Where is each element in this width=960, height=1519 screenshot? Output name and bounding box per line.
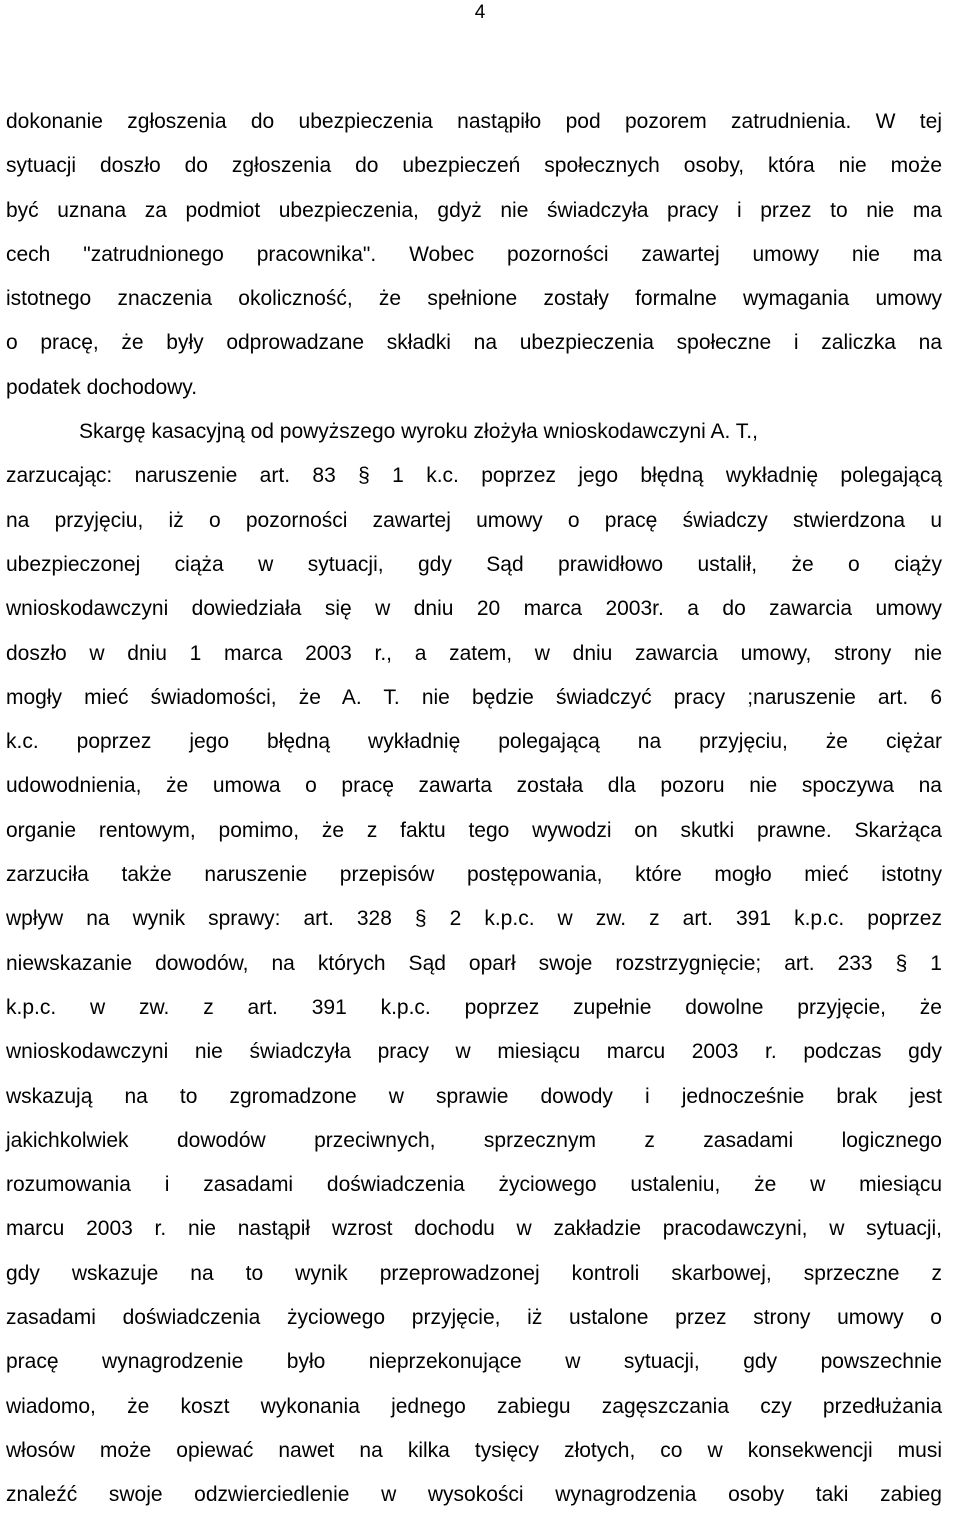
text-line: gdy wskazuje na to wynik przeprowadzonej kontroli skarbowej, sprzeczne z	[6, 1261, 942, 1285]
text-line: Skargę kasacyjną od powyższego wyroku złożyła wnioskodawczyni A. T.,	[79, 420, 758, 444]
text-line: wiadomo, że koszt wykonania jednego zabiegu zagęszczania czy przedłużania	[6, 1394, 942, 1418]
text-line: znaleźć swoje odzwierciedlenie w wysokości wynagrodzenia osoby taki zabieg	[6, 1483, 942, 1507]
document-body	[6, 100, 942, 1518]
paragraph-pozornosc	[6, 100, 942, 410]
text-line: rozumowania i zasadami doświadczenia życiowego ustaleniu, że w miesiącu	[6, 1173, 942, 1197]
text-line: k.c. poprzez jego błędną wykładnię polegającą na przyjęciu, że ciężar	[6, 730, 942, 754]
text-line: wnioskodawczyni nie świadczyła pracy w miesiącu marcu 2003 r. podczas gdy	[6, 1040, 942, 1064]
text-line: niewskazanie dowodów, na których Sąd oparł swoje rozstrzygnięcie; art. 233 § 1	[6, 951, 942, 975]
text-line: ubezpieczonej ciąża w sytuacji, gdy Sąd prawidłowo ustalił, że o ciąży	[6, 552, 942, 576]
text-line: podatek dochodowy.	[6, 375, 198, 399]
text-line: o pracę, że były odprowadzane składki na ubezpieczenia społeczne i zaliczka na	[6, 331, 942, 355]
text-line: wnioskodawczyni dowiedziała się w dniu 20 marca 2003r. a do zawarcia umowy	[6, 597, 942, 621]
text-line: zarzucając: naruszenie art. 83 § 1 k.c. poprzez jego błędną wykładnię polegającą	[6, 464, 942, 488]
paragraph-skarga-kasacyjna	[6, 410, 942, 1517]
text-line: dokonanie zgłoszenia do ubezpieczenia nastąpiło pod pozorem zatrudnienia. W tej	[6, 110, 942, 133]
text-line: pracę wynagrodzenie było nieprzekonujące w sytuacji, gdy powszechnie	[6, 1350, 942, 1374]
text-line: organie rentowym, pomimo, że z faktu tego wywodzi on skutki prawne. Skarżąca	[6, 818, 942, 842]
text-line: wskazują na to zgromadzone w sprawie dowody i jednocześnie brak jest	[6, 1084, 942, 1108]
page-number: 4	[474, 2, 486, 23]
text-line: na przyjęciu, iż o pozorności zawartej umowy o pracę świadczy stwierdzona u	[6, 508, 942, 532]
text-line: istotnego znaczenia okoliczność, że spełnione zostały formalne wymagania umowy	[6, 287, 942, 311]
text-line: cech "zatrudnionego pracownika". Wobec pozorności zawartej umowy nie ma	[6, 242, 942, 266]
text-line: doszło w dniu 1 marca 2003 r., a zatem, w dniu zawarcia umowy, strony nie	[6, 641, 942, 665]
text-line: włosów może opiewać nawet na kilka tysięcy złotych, co w konsekwencji musi	[6, 1438, 942, 1462]
text-line: marcu 2003 r. nie nastąpił wzrost dochodu w zakładzie pracodawczyni, w sytuacji,	[6, 1217, 942, 1241]
text-line: sytuacji doszło do zgłoszenia do ubezpieczeń społecznych osoby, która nie może	[6, 154, 942, 178]
text-line: mogły mieć świadomości, że A. T. nie będzie świadczyć pracy ;naruszenie art. 6	[6, 685, 942, 709]
text-line: zarzuciła także naruszenie przepisów postępowania, które mogło mieć istotny	[6, 863, 942, 887]
text-line: udowodnienia, że umowa o pracę zawarta została dla pozoru nie spoczywa na	[6, 774, 942, 798]
text-line: jakichkolwiek dowodów przeciwnych, sprzecznym z zasadami logicznego	[6, 1128, 942, 1152]
text-line: zasadami doświadczenia życiowego przyjęcie, iż ustalone przez strony umowy o	[6, 1306, 942, 1330]
text-line: k.p.c. w zw. z art. 391 k.p.c. poprzez zupełnie dowolne przyjęcie, że	[6, 995, 942, 1019]
text-line: wpływ na wynik sprawy: art. 328 § 2 k.p.c. w zw. z art. 391 k.p.c. poprzez	[6, 907, 942, 931]
text-line: być uznana za podmiot ubezpieczenia, gdyż nie świadczyła pracy i przez to nie ma	[6, 198, 942, 222]
